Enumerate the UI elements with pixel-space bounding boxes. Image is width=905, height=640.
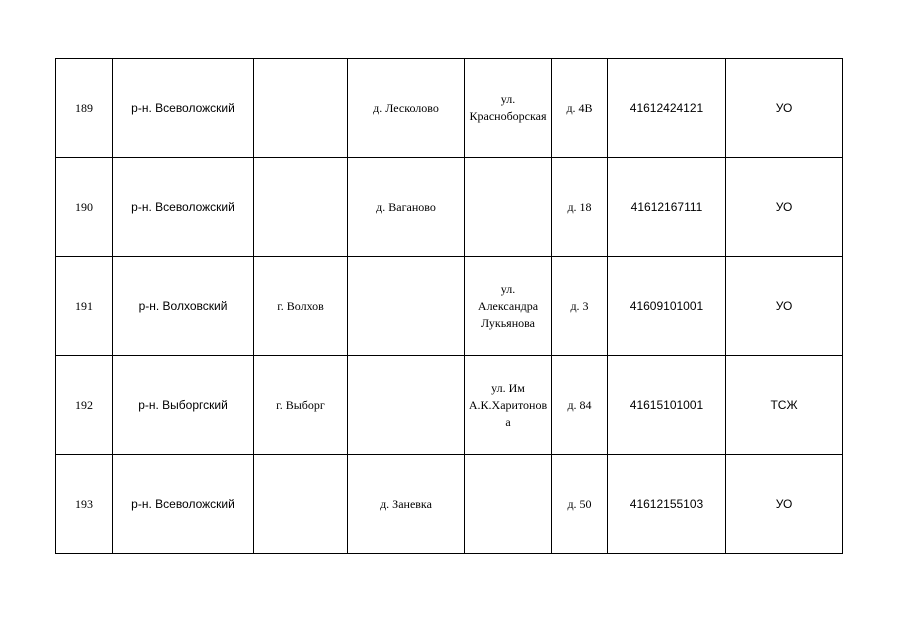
management-cell: УО bbox=[726, 455, 843, 554]
district-cell: р-н. Всеволожский bbox=[113, 59, 254, 158]
city-cell bbox=[254, 158, 348, 257]
row-number: 189 bbox=[56, 59, 113, 158]
city-cell bbox=[254, 59, 348, 158]
street-cell: ул. Красноборская bbox=[465, 59, 552, 158]
district-cell: р-н. Всеволожский bbox=[113, 158, 254, 257]
table-row bbox=[56, 158, 843, 257]
locality-cell: д. Лесколово bbox=[348, 59, 465, 158]
house-cell: д. 50 bbox=[552, 455, 608, 554]
housing-table bbox=[55, 58, 843, 554]
oktmo-cell: 41612424121 bbox=[608, 59, 726, 158]
street-cell: ул. Им А.К.Харитонова bbox=[465, 356, 552, 455]
oktmo-cell: 41612155103 bbox=[608, 455, 726, 554]
house-cell: д. 84 bbox=[552, 356, 608, 455]
oktmo-cell: 41609101001 bbox=[608, 257, 726, 356]
table-row bbox=[56, 59, 843, 158]
house-cell: д. 4В bbox=[552, 59, 608, 158]
locality-cell bbox=[348, 356, 465, 455]
street-cell bbox=[465, 455, 552, 554]
row-number: 191 bbox=[56, 257, 113, 356]
district-cell: р-н. Волховский bbox=[113, 257, 254, 356]
locality-cell bbox=[348, 257, 465, 356]
city-cell: г. Волхов bbox=[254, 257, 348, 356]
city-cell bbox=[254, 455, 348, 554]
row-number: 192 bbox=[56, 356, 113, 455]
row-number: 190 bbox=[56, 158, 113, 257]
management-cell: УО bbox=[726, 257, 843, 356]
oktmo-cell: 41615101001 bbox=[608, 356, 726, 455]
district-cell: р-н. Всеволожский bbox=[113, 455, 254, 554]
district-cell: р-н. Выборгский bbox=[113, 356, 254, 455]
house-cell: д. 18 bbox=[552, 158, 608, 257]
management-cell: УО bbox=[726, 158, 843, 257]
city-cell: г. Выборг bbox=[254, 356, 348, 455]
locality-cell: д. Ваганово bbox=[348, 158, 465, 257]
management-cell: УО bbox=[726, 59, 843, 158]
street-cell: ул. Александра Лукьянова bbox=[465, 257, 552, 356]
street-cell bbox=[465, 158, 552, 257]
table-row bbox=[56, 455, 843, 554]
house-cell: д. 3 bbox=[552, 257, 608, 356]
table-row bbox=[56, 356, 843, 455]
locality-cell: д. Заневка bbox=[348, 455, 465, 554]
management-cell: ТСЖ bbox=[726, 356, 843, 455]
table-row bbox=[56, 257, 843, 356]
oktmo-cell: 41612167111 bbox=[608, 158, 726, 257]
row-number: 193 bbox=[56, 455, 113, 554]
